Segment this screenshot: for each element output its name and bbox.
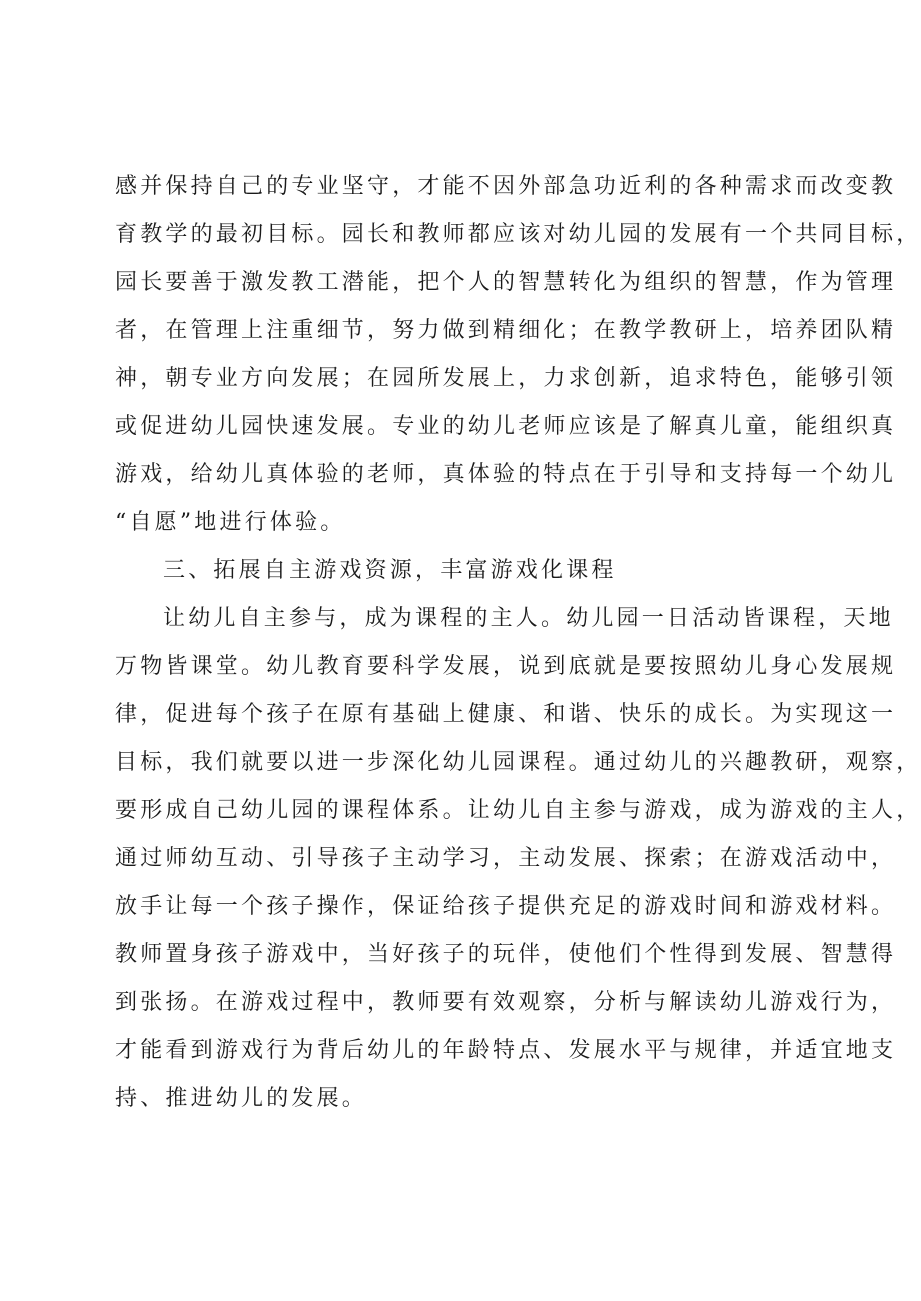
text-line: 律，促进每个孩子在原有基础上健康、和谐、快乐的成长。为实现这一 <box>115 702 897 727</box>
text-line: 才能看到游戏行为背后幼儿的年龄特点、发展水平与规律，并适宜地支 <box>115 1038 897 1063</box>
text-line: 持、推进幼儿的发展。 <box>115 1086 368 1111</box>
text-line: 神，朝专业方向发展；在园所发展上，力求创新，追求特色，能够引领 <box>115 366 897 391</box>
paragraph-first-line: 让幼儿自主参与，成为课程的主人。幼儿园一日活动皆课程，天地 <box>163 606 894 631</box>
text-line: 要形成自己幼儿园的课程体系。让幼儿自主参与游戏，成为游戏的主人， <box>115 798 921 823</box>
text-line: 目标，我们就要以进一步深化幼儿园课程。通过幼儿的兴趣教研，观察， <box>115 750 921 775</box>
text-line: 放手让每一个孩子操作，保证给孩子提供充足的游戏时间和游戏材料。 <box>115 894 897 919</box>
section-heading: 三、拓展自主游戏资源，丰富游戏化课程 <box>163 558 617 583</box>
text-line: “自愿”地进行体验。 <box>115 510 346 535</box>
text-line: 游戏，给幼儿真体验的老师，真体验的特点在于引导和支持每一个幼儿 <box>115 462 897 487</box>
text-line: 园长要善于激发教工潜能，把个人的智慧转化为组织的智慧，作为管理 <box>115 270 897 295</box>
text-line: 或促进幼儿园快速发展。专业的幼儿老师应该是了解真儿童，能组织真 <box>115 414 897 439</box>
text-line: 到张扬。在游戏过程中，教师要有效观察，分析与解读幼儿游戏行为， <box>115 990 897 1015</box>
text-line: 教师置身孩子游戏中，当好孩子的玩伴，使他们个性得到发展、智慧得 <box>115 942 897 967</box>
text-line: 通过师幼互动、引导孩子主动学习，主动发展、探索；在游戏活动中， <box>115 846 897 871</box>
text-line: 育教学的最初目标。园长和教师都应该对幼儿园的发展有一个共同目标， <box>115 222 921 247</box>
text-line: 者，在管理上注重细节，努力做到精细化；在教学教研上，培养团队精 <box>115 318 897 343</box>
text-line: 感并保持自己的专业坚守，才能不因外部急功近利的各种需求而改变教 <box>115 174 897 199</box>
text-line: 万物皆课堂。幼儿教育要科学发展，说到底就是要按照幼儿身心发展规 <box>115 654 897 679</box>
